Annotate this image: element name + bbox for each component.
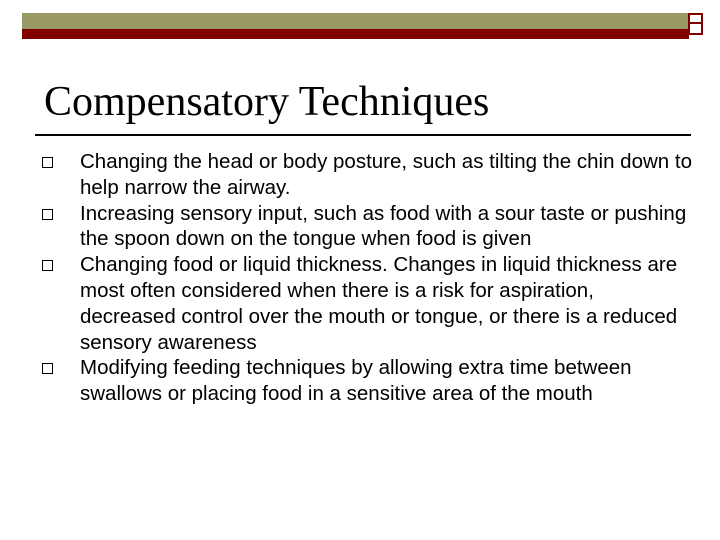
corner-square-decoration <box>688 13 703 35</box>
bullet-text: Increasing sensory input, such as food with a sour taste or pushing the spoon down on the tongue when food is given <box>80 201 687 251</box>
bullet-item <box>42 201 692 253</box>
bullet-text: Changing food or liquid thickness. Changes in liquid thickness are most often considered when there is a risk for aspiration, decreased control over the mouth or tongue, or there is a reduced sensory awareness <box>80 253 678 354</box>
hollow-square-bullet-icon <box>42 157 53 168</box>
bullet-list <box>42 149 692 407</box>
slide-title: Compensatory Techniques <box>44 79 490 125</box>
bullet-item <box>42 355 692 407</box>
bullet-text: Changing the head or body posture, such as tilting the chin down to help narrow the airway. <box>80 150 692 199</box>
bullet-item <box>42 252 692 355</box>
header-rule <box>22 29 689 39</box>
bullet-text: Modifying feeding techniques by allowing extra time between swallows or placing food in a sensitive area of the mouth <box>80 356 632 406</box>
hollow-square-bullet-icon <box>42 363 53 374</box>
header-band <box>22 13 689 29</box>
hollow-square-bullet-icon <box>42 209 53 220</box>
hollow-square-bullet-icon <box>42 260 53 271</box>
bullet-item <box>42 149 692 201</box>
title-underline <box>35 134 691 136</box>
